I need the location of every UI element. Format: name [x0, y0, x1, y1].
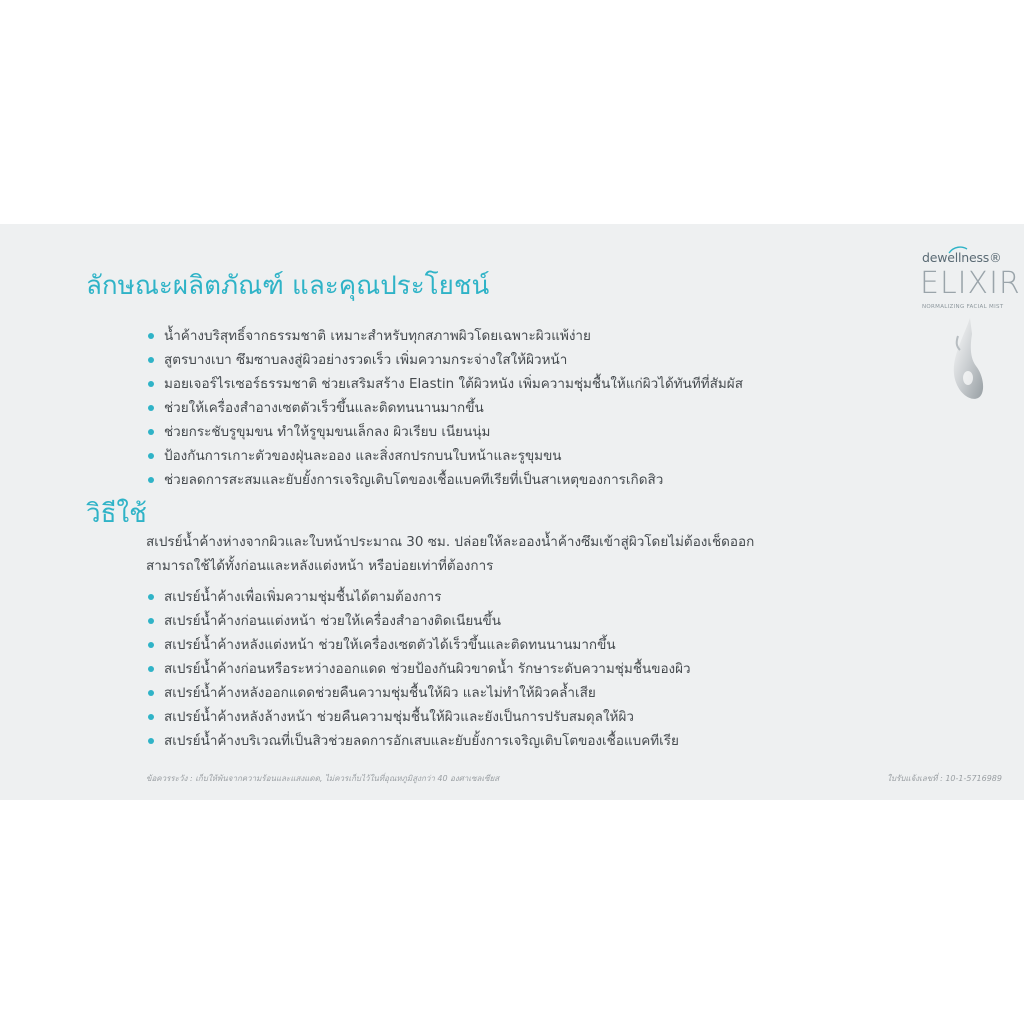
- bullet-icon: [148, 477, 154, 483]
- list-item: [146, 372, 743, 396]
- list-item: [146, 705, 691, 729]
- water-drop-icon: [940, 316, 990, 406]
- list-item-text: สเปรย์น้ำค้างก่อนแต่งหน้า ช่วยให้เครื่องสำอางติดเนียนขึ้น: [164, 613, 501, 629]
- list-item: [146, 681, 691, 705]
- features-list: [146, 324, 743, 492]
- bullet-icon: [148, 594, 154, 600]
- bullet-icon: [148, 429, 154, 435]
- list-item-text: สเปรย์น้ำค้างหลังออกแดดช่วยคืนความชุ่มชื้นให้ผิว และไม่ทำให้ผิวคล้ำเสีย: [164, 685, 596, 701]
- brand-logo: [918, 246, 1021, 406]
- bullet-icon: [148, 618, 154, 624]
- bullet-icon: [148, 333, 154, 339]
- features-title: ลักษณะผลิตภัณฑ์ และคุณประโยชน์: [86, 271, 490, 301]
- list-item-text: ช่วยให้เครื่องสำอางเซตตัวเร็วขึ้นและติดทนนานมากขึ้น: [164, 400, 484, 416]
- bullet-icon: [148, 381, 154, 387]
- list-item-text: สเปรย์น้ำค้างก่อนหรือระหว่างออกแดด ช่วยป้องกันผิวขาดน้ำ รักษาระดับความชุ่มชื้นของผิว: [164, 661, 691, 677]
- bullet-icon: [148, 405, 154, 411]
- list-item-text: มอยเจอร์ไรเซอร์ธรรมชาติ ช่วยเสริมสร้าง Elastin ใต้ผิวหนัง เพิ่มความชุ่มชื้นให้แก่ผิวได้ทันทีที่สัมผัส: [164, 376, 743, 392]
- list-item: [146, 324, 743, 348]
- list-item-text: สเปรย์น้ำค้างหลังล้างหน้า ช่วยคืนความชุ่มชื้นให้ผิวและยังเป็นการปรับสมดุลให้ผิว: [164, 709, 634, 725]
- usage-intro-line-1: สเปรย์น้ำค้างห่างจากผิวและใบหน้าประมาณ 30 ซม. ปล่อยให้ละอองน้ำค้างซึมเข้าสู่ผิวโดยไม่ต้องเช็ดออก: [146, 534, 755, 550]
- usage-title: วิธีใช้: [86, 499, 147, 529]
- bullet-icon: [148, 453, 154, 459]
- list-item: [146, 729, 691, 753]
- list-item-text: สเปรย์น้ำค้างหลังแต่งหน้า ช่วยให้เครื่องเซตตัวได้เร็วขึ้นและติดทนนานมากขึ้น: [164, 637, 616, 653]
- bullet-icon: [148, 690, 154, 696]
- usage-intro: [146, 530, 754, 578]
- list-item: [146, 348, 743, 372]
- list-item: [146, 468, 743, 492]
- list-item: [146, 585, 691, 609]
- bullet-icon: [148, 738, 154, 744]
- list-item-text: ช่วยกระชับรูขุมขน ทำให้รูขุมขนเล็กลง ผิวเรียบ เนียนนุ่ม: [164, 424, 491, 440]
- list-item-text: น้ำค้างบริสุทธิ์จากธรรมชาติ เหมาะสำหรับทุกสภาพผิวโดยเฉพาะผิวแพ้ง่าย: [164, 328, 591, 344]
- product-info-panel: [0, 224, 1024, 800]
- license-number: ใบรับแจ้งเลขที่ : 10-1-5716989: [887, 774, 1002, 783]
- list-item-text: สเปรย์น้ำค้างบริเวณที่เป็นสิวช่วยลดการอักเสบและยับยั้งการเจริญเติบโตของเชื้อแบคทีเรีย: [164, 733, 679, 749]
- usage-list: [146, 585, 691, 753]
- brand-logo-text: dewellness®: [922, 250, 1002, 265]
- list-item-text: ป้องกันการเกาะตัวของฝุ่นละออง และสิ่งสกปรกบนใบหน้าและรูขุมขน: [164, 448, 562, 464]
- bullet-icon: [148, 666, 154, 672]
- list-item: [146, 396, 743, 420]
- list-item: [146, 657, 691, 681]
- list-item-text: สูตรบางเบา ซึมซาบลงสู่ผิวอย่างรวดเร็ว เพิ่มความกระจ่างใสให้ผิวหน้า: [164, 352, 568, 368]
- bullet-icon: [148, 357, 154, 363]
- product-subtitle: NORMALIZING FACIAL MIST: [922, 304, 1004, 310]
- usage-intro-line-2: สามารถใช้ได้ทั้งก่อนและหลังแต่งหน้า หรือบ่อยเท่าที่ต้องการ: [146, 558, 494, 574]
- bullet-icon: [148, 714, 154, 720]
- list-item: [146, 420, 743, 444]
- list-item-text: สเปรย์น้ำค้างเพื่อเพิ่มความชุ่มชื้นได้ตามต้องการ: [164, 589, 442, 605]
- caution-note: ข้อควรระวัง : เก็บให้พ้นจากความร้อนและแสงแดด, ไม่ควรเก็บไว้ในที่อุณหภูมิสูงกว่า 40 องศาเซลเซียส: [146, 774, 500, 783]
- product-name: ELIXIR: [920, 266, 1021, 301]
- list-item: [146, 609, 691, 633]
- list-item-text: ช่วยลดการสะสมและยับยั้งการเจริญเติบโตของเชื้อแบคทีเรียที่เป็นสาเหตุของการเกิดสิว: [164, 472, 664, 488]
- bullet-icon: [148, 642, 154, 648]
- list-item: [146, 633, 691, 657]
- list-item: [146, 444, 743, 468]
